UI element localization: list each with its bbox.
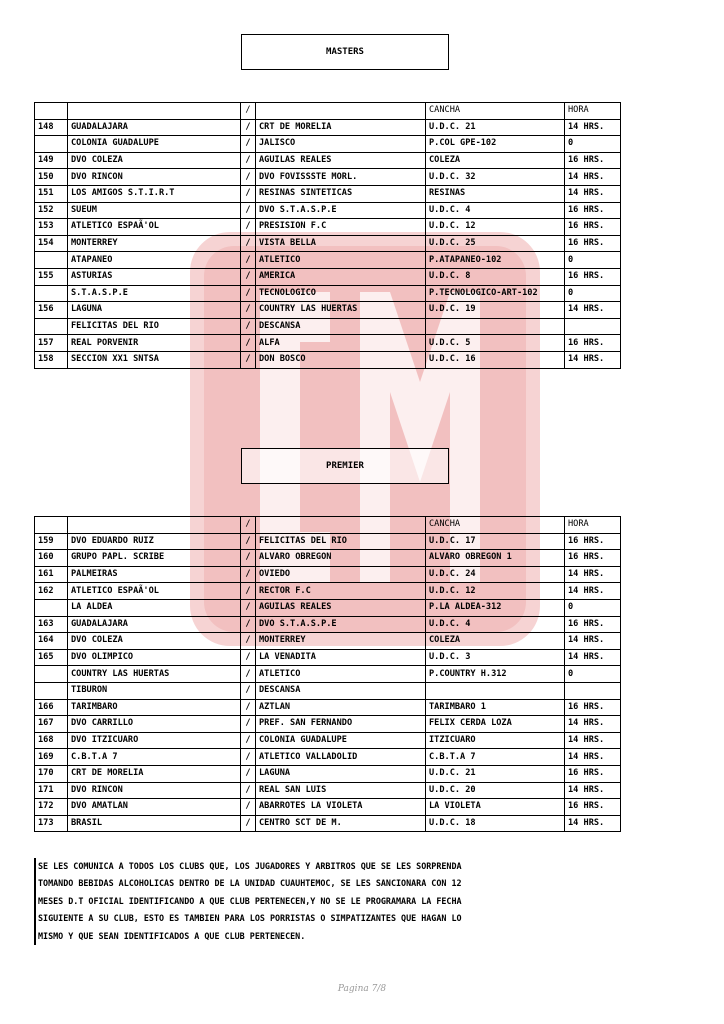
home-team-cell: DVO CARRILLO	[68, 716, 241, 733]
home-team-cell: ASTURIAS	[68, 268, 241, 285]
away-team-cell: JALISCO	[256, 136, 426, 153]
away-team-cell: AGUILAS REALES	[256, 599, 426, 616]
away-team-cell: AZTLAN	[256, 699, 426, 716]
away-team-cell: AGUILAS REALES	[256, 152, 426, 169]
home-team-cell: GUADALAJARA	[68, 616, 241, 633]
time-cell: 14 HRS.	[565, 302, 621, 319]
table-row	[35, 235, 621, 252]
time-cell: 16 HRS.	[565, 550, 621, 567]
venue-cell: U.D.C. 24	[426, 566, 565, 583]
separator-cell: /	[241, 533, 256, 550]
match-number-cell: 169	[35, 749, 68, 766]
masters-schedule-table	[34, 102, 621, 369]
match-number-cell: 160	[35, 550, 68, 567]
away-team-cell: ATLETICO	[256, 252, 426, 269]
away-team-cell: ATLETICO	[256, 666, 426, 683]
separator-cell: /	[241, 119, 256, 136]
home-team-cell: DVO OLIMPICO	[68, 649, 241, 666]
table-row	[35, 351, 621, 368]
match-number-cell: 152	[35, 202, 68, 219]
home-team-cell: DVO ITZICUARO	[68, 732, 241, 749]
match-number-cell: 173	[35, 815, 68, 832]
home-team-cell: SECCION XX1 SNTSA	[68, 351, 241, 368]
table-row	[35, 550, 621, 567]
separator-cell: /	[241, 599, 256, 616]
table-row	[35, 185, 621, 202]
venue-cell: U.D.C. 32	[426, 169, 565, 186]
match-number-cell: 162	[35, 583, 68, 600]
away-team-cell: ATLETICO VALLADOLID	[256, 749, 426, 766]
time-cell: 14 HRS.	[565, 716, 621, 733]
venue-cell	[426, 318, 565, 335]
table-row	[35, 219, 621, 236]
premier-title: PREMIER	[241, 448, 449, 484]
page-number: Pagina 7/8	[337, 984, 387, 994]
table-row	[35, 799, 621, 816]
home-team-cell: LAGUNA	[68, 302, 241, 319]
home-team-cell: S.T.A.S.P.E	[68, 285, 241, 302]
table-row	[35, 566, 621, 583]
time-cell: 14 HRS.	[565, 169, 621, 186]
venue-cell: U.D.C. 8	[426, 268, 565, 285]
masters-title: MASTERS	[241, 34, 449, 70]
time-cell: 14 HRS.	[565, 649, 621, 666]
venue-cell: COLEZA	[426, 152, 565, 169]
separator-cell: /	[241, 699, 256, 716]
header-home-team-cell	[68, 103, 241, 120]
separator-cell: /	[241, 152, 256, 169]
table-row	[35, 666, 621, 683]
notice-line: MESES D.T OFICIAL IDENTIFICANDO A QUE CLUB PERTENECEN,Y NO SE LE PROGRAMARA LA FECHA	[38, 895, 462, 906]
away-team-cell: COUNTRY LAS HUERTAS	[256, 302, 426, 319]
away-team-cell: MONTERREY	[256, 633, 426, 650]
home-team-cell: DVO RINCON	[68, 782, 241, 799]
home-team-cell: REAL PORVENIR	[68, 335, 241, 352]
time-cell: 0	[565, 136, 621, 153]
separator-cell: /	[241, 550, 256, 567]
match-number-cell: 158	[35, 351, 68, 368]
home-team-cell: DVO COLEZA	[68, 633, 241, 650]
venue-cell: TARIMBARO 1	[426, 699, 565, 716]
match-number-cell: 155	[35, 268, 68, 285]
table-row	[35, 119, 621, 136]
away-team-cell: REAL SAN LUIS	[256, 782, 426, 799]
time-cell: 16 HRS.	[565, 765, 621, 782]
separator-cell: /	[241, 202, 256, 219]
home-team-cell: CRT DE MORELIA	[68, 765, 241, 782]
separator-cell: /	[241, 666, 256, 683]
separator-cell: /	[241, 633, 256, 650]
venue-cell: U.D.C. 25	[426, 235, 565, 252]
table-row	[35, 335, 621, 352]
home-team-cell: COUNTRY LAS HUERTAS	[68, 666, 241, 683]
venue-cell: U.D.C. 21	[426, 765, 565, 782]
match-number-cell: 159	[35, 533, 68, 550]
away-team-cell: DON BOSCO	[256, 351, 426, 368]
header-separator-cell: /	[241, 517, 256, 534]
home-team-cell: BRASIL	[68, 815, 241, 832]
match-number-cell	[35, 136, 68, 153]
table-row	[35, 268, 621, 285]
time-cell: 14 HRS.	[565, 185, 621, 202]
match-number-cell: 170	[35, 765, 68, 782]
match-number-cell: 148	[35, 119, 68, 136]
time-cell: 14 HRS.	[565, 749, 621, 766]
venue-cell: P.LA ALDEA-312	[426, 599, 565, 616]
table-row	[35, 782, 621, 799]
separator-cell: /	[241, 252, 256, 269]
match-number-cell: 167	[35, 716, 68, 733]
away-team-cell: RESINAS SINTETICAS	[256, 185, 426, 202]
notice-line: SE LES COMUNICA A TODOS LOS CLUBS QUE, LOS JUGADORES Y ARBITROS QUE SE LES SORPRENDA	[38, 861, 462, 871]
time-cell	[565, 682, 621, 699]
table-row	[35, 136, 621, 153]
time-cell: 16 HRS.	[565, 335, 621, 352]
separator-cell: /	[241, 285, 256, 302]
home-team-cell: GUADALAJARA	[68, 119, 241, 136]
notice-line: MISMO Y QUE SEAN IDENTIFICADOS A QUE CLUB PERTENECEN.	[38, 930, 306, 941]
header-match-number-cell	[35, 103, 68, 120]
venue-cell: U.D.C. 16	[426, 351, 565, 368]
venue-cell: FELIX CERDA LOZA	[426, 716, 565, 733]
away-team-cell: ABARROTES LA VIOLETA	[256, 799, 426, 816]
away-team-cell: DESCANSA	[256, 318, 426, 335]
venue-cell: U.D.C. 21	[426, 119, 565, 136]
header-venue-cell: CANCHA	[426, 517, 565, 534]
match-number-cell: 149	[35, 152, 68, 169]
away-team-cell: DESCANSA	[256, 682, 426, 699]
separator-cell: /	[241, 235, 256, 252]
match-number-cell: 171	[35, 782, 68, 799]
separator-cell: /	[241, 765, 256, 782]
match-number-cell: 150	[35, 169, 68, 186]
away-team-cell: COLONIA GUADALUPE	[256, 732, 426, 749]
separator-cell: /	[241, 136, 256, 153]
match-number-cell: 168	[35, 732, 68, 749]
home-team-cell: MONTERREY	[68, 235, 241, 252]
time-cell: 16 HRS.	[565, 616, 621, 633]
time-cell: 16 HRS.	[565, 202, 621, 219]
away-team-cell: PREF. SAN FERNANDO	[256, 716, 426, 733]
separator-cell: /	[241, 799, 256, 816]
time-cell: 14 HRS.	[565, 782, 621, 799]
home-team-cell: ATLETICO ESPAÃ'OL	[68, 219, 241, 236]
match-number-cell: 157	[35, 335, 68, 352]
venue-cell: U.D.C. 5	[426, 335, 565, 352]
table-row	[35, 749, 621, 766]
away-team-cell: OVIEDO	[256, 566, 426, 583]
venue-cell: P.COL GPE-102	[426, 136, 565, 153]
time-cell: 0	[565, 599, 621, 616]
venue-cell: P.ATAPANEO-102	[426, 252, 565, 269]
venue-cell: U.D.C. 4	[426, 202, 565, 219]
venue-cell: ITZICUARO	[426, 732, 565, 749]
match-number-cell	[35, 599, 68, 616]
separator-cell: /	[241, 302, 256, 319]
table-row	[35, 583, 621, 600]
venue-cell: U.D.C. 12	[426, 219, 565, 236]
venue-cell: U.D.C. 18	[426, 815, 565, 832]
time-cell	[565, 318, 621, 335]
table-row	[35, 302, 621, 319]
match-number-cell: 151	[35, 185, 68, 202]
header-row	[35, 103, 621, 120]
header-away-team-cell	[256, 103, 426, 120]
table-row	[35, 533, 621, 550]
venue-cell: U.D.C. 12	[426, 583, 565, 600]
time-cell: 16 HRS.	[565, 533, 621, 550]
time-cell: 14 HRS.	[565, 119, 621, 136]
notice-text	[34, 858, 618, 945]
away-team-cell: DVO S.T.A.S.P.E	[256, 616, 426, 633]
home-team-cell: SUEUM	[68, 202, 241, 219]
notice-line: SIGUIENTE A SU CLUB, ESTO ES TAMBIEN PARA LOS PORRISTAS O SIMPATIZANTES QUE HAGAN LO	[38, 913, 462, 924]
home-team-cell: GRUPO PAPL. SCRIBE	[68, 550, 241, 567]
venue-cell: U.D.C. 3	[426, 649, 565, 666]
match-number-cell: 164	[35, 633, 68, 650]
time-cell: 16 HRS.	[565, 235, 621, 252]
time-cell: 0	[565, 666, 621, 683]
header-match-number-cell	[35, 517, 68, 534]
away-team-cell: FELICITAS DEL RIO	[256, 533, 426, 550]
match-number-cell: 153	[35, 219, 68, 236]
table-row	[35, 599, 621, 616]
away-team-cell: DVO FOVISSSTE MORL.	[256, 169, 426, 186]
table-row	[35, 285, 621, 302]
venue-cell: U.D.C. 4	[426, 616, 565, 633]
away-team-cell: CRT DE MORELIA	[256, 119, 426, 136]
table-row	[35, 318, 621, 335]
home-team-cell: TIBURON	[68, 682, 241, 699]
venue-cell: P.COUNTRY H.312	[426, 666, 565, 683]
time-cell: 16 HRS.	[565, 799, 621, 816]
venue-cell: COLEZA	[426, 633, 565, 650]
match-number-cell	[35, 666, 68, 683]
home-team-cell: PALMEIRAS	[68, 566, 241, 583]
separator-cell: /	[241, 682, 256, 699]
table-row	[35, 649, 621, 666]
home-team-cell: FELICITAS DEL RIO	[68, 318, 241, 335]
header-venue-cell: CANCHA	[426, 103, 565, 120]
table-row	[35, 732, 621, 749]
time-cell: 14 HRS.	[565, 633, 621, 650]
time-cell: 0	[565, 285, 621, 302]
venue-cell	[426, 682, 565, 699]
separator-cell: /	[241, 335, 256, 352]
table-row	[35, 616, 621, 633]
table-row	[35, 633, 621, 650]
table-row	[35, 202, 621, 219]
separator-cell: /	[241, 749, 256, 766]
time-cell: 16 HRS.	[565, 152, 621, 169]
header-time-cell: HORA	[565, 103, 621, 120]
table-row	[35, 169, 621, 186]
notice-line: TOMANDO BEBIDAS ALCOHOLICAS DENTRO DE LA UNIDAD CUAUHTEMOC, SE LES SANCIONARA CON 12	[38, 878, 462, 889]
separator-cell: /	[241, 616, 256, 633]
time-cell: 14 HRS.	[565, 566, 621, 583]
separator-cell: /	[241, 782, 256, 799]
separator-cell: /	[241, 268, 256, 285]
match-number-cell: 166	[35, 699, 68, 716]
separator-cell: /	[241, 351, 256, 368]
home-team-cell: DVO AMATLAN	[68, 799, 241, 816]
venue-cell: LA VIOLETA	[426, 799, 565, 816]
home-team-cell: ATAPANEO	[68, 252, 241, 269]
home-team-cell: DVO RINCON	[68, 169, 241, 186]
time-cell: 14 HRS.	[565, 732, 621, 749]
separator-cell: /	[241, 318, 256, 335]
header-time-cell: HORA	[565, 517, 621, 534]
separator-cell: /	[241, 185, 256, 202]
home-team-cell: LOS AMIGOS S.T.I.R.T	[68, 185, 241, 202]
match-number-cell	[35, 252, 68, 269]
match-number-cell: 165	[35, 649, 68, 666]
separator-cell: /	[241, 583, 256, 600]
away-team-cell: CENTRO SCT DE M.	[256, 815, 426, 832]
table-row	[35, 699, 621, 716]
header-home-team-cell	[68, 517, 241, 534]
venue-cell: U.D.C. 17	[426, 533, 565, 550]
time-cell: 16 HRS.	[565, 219, 621, 236]
venue-cell: RESINAS	[426, 185, 565, 202]
venue-cell: U.D.C. 20	[426, 782, 565, 799]
away-team-cell: LAGUNA	[256, 765, 426, 782]
venue-cell: U.D.C. 19	[426, 302, 565, 319]
match-number-cell: 154	[35, 235, 68, 252]
match-number-cell: 156	[35, 302, 68, 319]
table-row	[35, 152, 621, 169]
away-team-cell: ALVARO OBREGON	[256, 550, 426, 567]
separator-cell: /	[241, 716, 256, 733]
time-cell: 14 HRS.	[565, 351, 621, 368]
time-cell: 14 HRS.	[565, 815, 621, 832]
premier-schedule-table	[34, 516, 621, 832]
match-number-cell	[35, 682, 68, 699]
home-team-cell: DVO EDUARDO RUIZ	[68, 533, 241, 550]
table-row	[35, 682, 621, 699]
venue-cell: P.TECNOLOGICO-ART-102	[426, 285, 565, 302]
time-cell: 14 HRS.	[565, 583, 621, 600]
home-team-cell: TARIMBARO	[68, 699, 241, 716]
match-number-cell	[35, 318, 68, 335]
venue-cell: C.B.T.A 7	[426, 749, 565, 766]
separator-cell: /	[241, 566, 256, 583]
match-number-cell	[35, 285, 68, 302]
away-team-cell: DVO S.T.A.S.P.E	[256, 202, 426, 219]
table-row	[35, 815, 621, 832]
home-team-cell: C.B.T.A 7	[68, 749, 241, 766]
table-row	[35, 716, 621, 733]
away-team-cell: RECTOR F.C	[256, 583, 426, 600]
home-team-cell: DVO COLEZA	[68, 152, 241, 169]
header-row	[35, 517, 621, 534]
match-number-cell: 163	[35, 616, 68, 633]
match-number-cell: 161	[35, 566, 68, 583]
home-team-cell: ATLETICO ESPAÃ'OL	[68, 583, 241, 600]
table-row	[35, 765, 621, 782]
separator-cell: /	[241, 169, 256, 186]
match-number-cell: 172	[35, 799, 68, 816]
away-team-cell: TECNOLOGICO	[256, 285, 426, 302]
away-team-cell: ALFA	[256, 335, 426, 352]
time-cell: 0	[565, 252, 621, 269]
home-team-cell: LA ALDEA	[68, 599, 241, 616]
separator-cell: /	[241, 219, 256, 236]
venue-cell: ALVARO OBREGON 1	[426, 550, 565, 567]
time-cell: 16 HRS.	[565, 268, 621, 285]
time-cell: 16 HRS.	[565, 699, 621, 716]
away-team-cell: PRESISION F.C	[256, 219, 426, 236]
away-team-cell: AMERICA	[256, 268, 426, 285]
home-team-cell: COLONIA GUADALUPE	[68, 136, 241, 153]
separator-cell: /	[241, 732, 256, 749]
header-separator-cell: /	[241, 103, 256, 120]
away-team-cell: LA VENADITA	[256, 649, 426, 666]
separator-cell: /	[241, 649, 256, 666]
table-row	[35, 252, 621, 269]
away-team-cell: VISTA BELLA	[256, 235, 426, 252]
separator-cell: /	[241, 815, 256, 832]
header-away-team-cell	[256, 517, 426, 534]
